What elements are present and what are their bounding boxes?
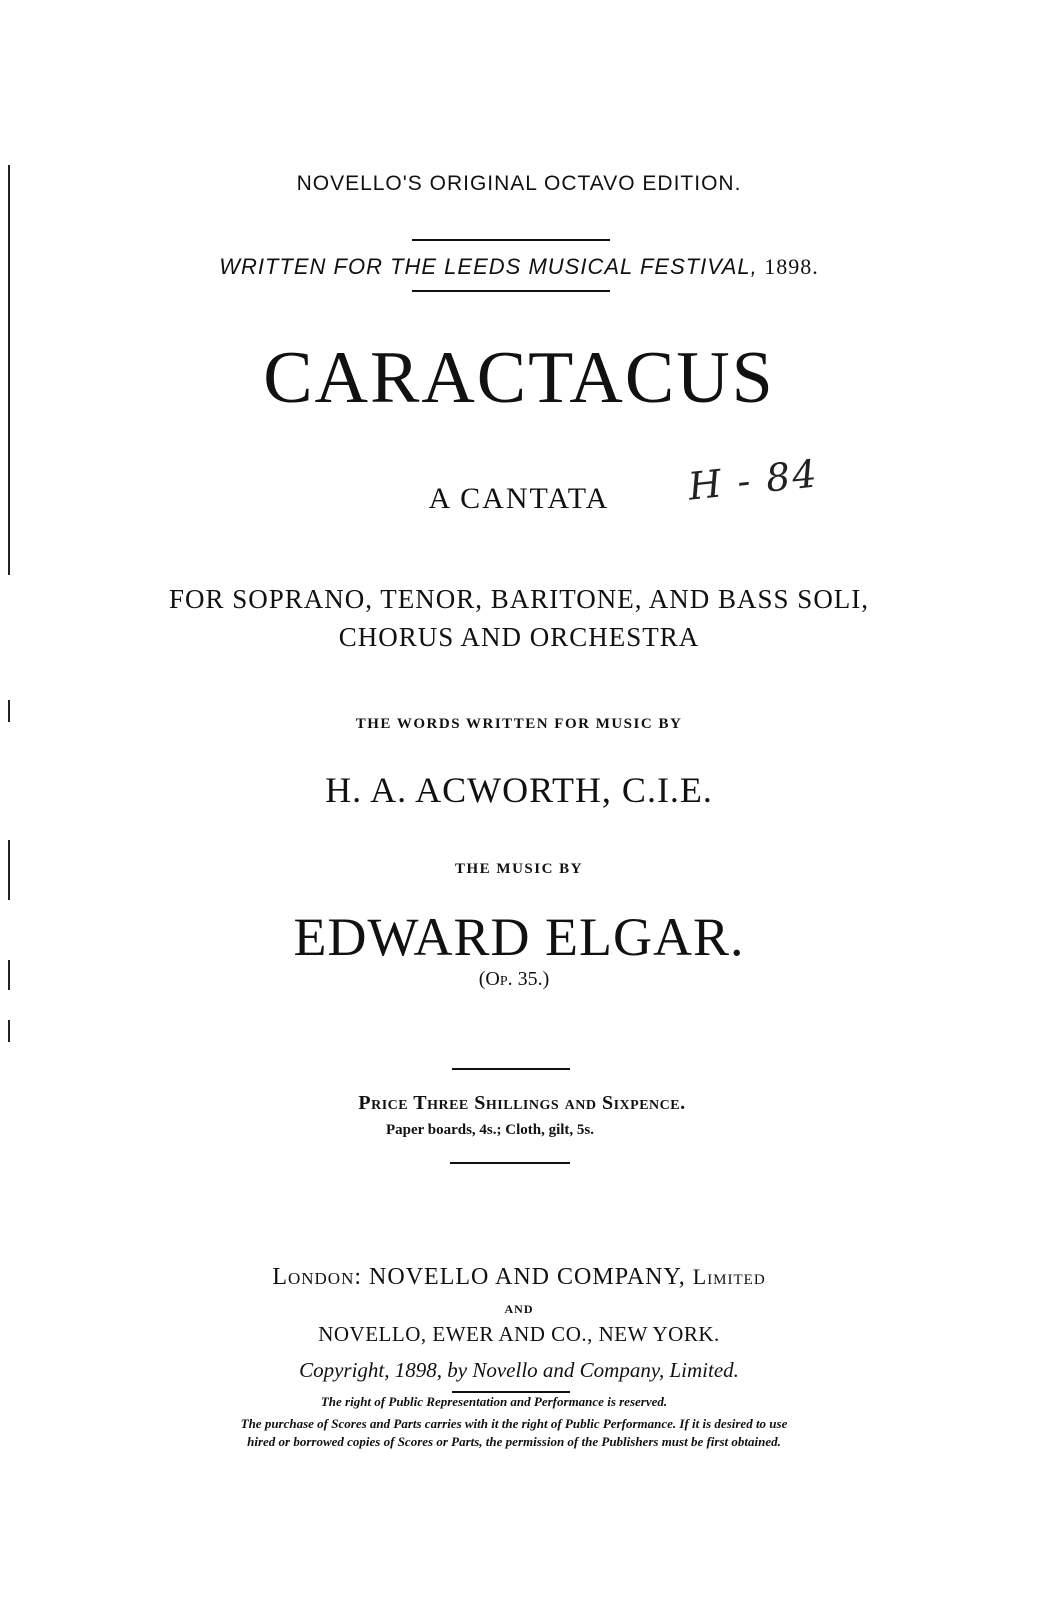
voices-line-2: CHORUS AND ORCHESTRA [338,622,700,652]
opus-number: (Op. 35.) [478,968,550,990]
author-name: H. A. ACWORTH, C.I.E. [325,770,713,810]
music-by-label: THE MUSIC BY [454,861,584,877]
composer-name: EDWARD ELGAR. [293,907,745,967]
words-by-label: THE WORDS WRITTEN FOR MUSIC BY [355,716,683,732]
performance-notice-1: The purchase of Scores and Parts carries with it the right of Public Performance. If it is desired to use [240,1416,788,1431]
publisher-limited: Limited [692,1264,766,1289]
publisher-line [0,1264,1043,1291]
voices-line-1: FOR SOPRANO, TENOR, BARITONE, AND BASS SOLI, [168,584,870,614]
price-line: Price Three Shillings and Sixpence. [358,1092,686,1114]
binding-edge-mark [8,1020,10,1042]
rule-below-copyright [452,1391,570,1393]
publisher-and: AND [504,1302,534,1316]
copyright-line: Copyright, 1898, by Novello and Company, Limited. [299,1358,739,1382]
festival-line [0,254,1043,280]
edition-line: NOVELLO'S ORIGINAL OCTAVO EDITION. [296,172,742,195]
publisher-second: NOVELLO, EWER AND CO., NEW YORK. [318,1322,720,1346]
rule-above-price [452,1068,570,1070]
rule-below-festival [412,290,610,292]
rights-notice: The right of Public Representation and Performance is reserved. [320,1394,668,1409]
performance-notice-2: hired or borrowed copies of Scores or Parts, the permission of the Publishers must be first obtained. [247,1434,781,1449]
publisher-city: London: [272,1264,363,1290]
rule-below-price [450,1162,570,1164]
publisher-name: NOVELLO AND COMPANY, [369,1264,686,1290]
festival-text: WRITTEN FOR THE LEEDS MUSICAL FESTIVAL, [219,254,758,279]
page-title: CARACTACUS [263,337,775,419]
festival-year: 1898. [764,254,819,279]
rule-top [412,239,610,241]
handwritten-catalog-note: H - 84 [686,451,821,509]
binding-prices: Paper boards, 4s.; Cloth, gilt, 5s. [385,1122,595,1138]
subtitle: A CANTATA [428,482,610,515]
